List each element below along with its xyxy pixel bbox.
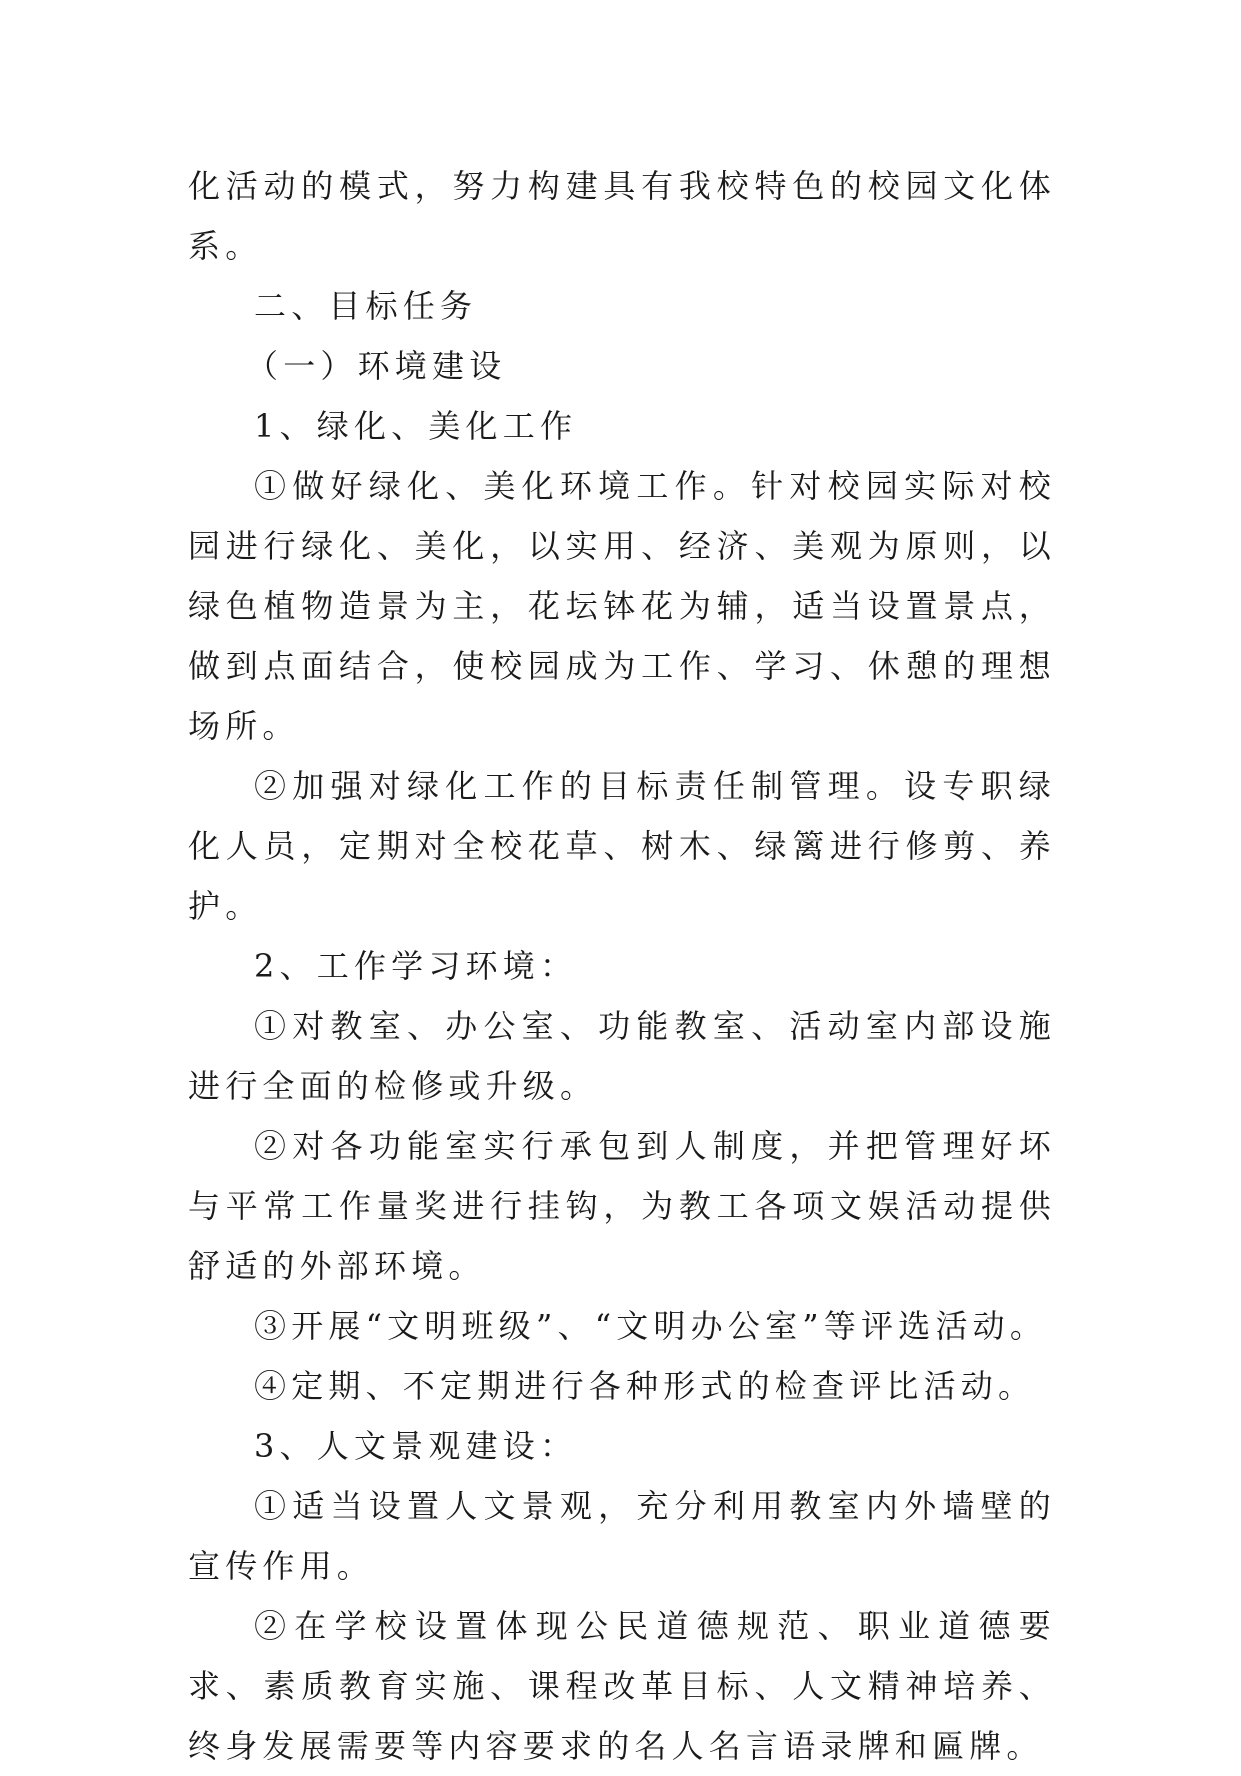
paragraph-room-contract: ②对各功能室实行承包到人制度，并把管理好坏与平常工作量奖进行挂钩，为教工各项文娱活动提供舒适的外部环境。 (188, 1127, 1056, 1285)
paragraph-greening-work: ①做好绿化、美化环境工作。针对校园实际对校园进行绿化、美化，以实用、经济、美观为原则，以绿色植物造景为主，花坛钵花为辅，适当设置景点，做到点面结合，使校园成为工作、学习、休憩的理想场所。 (188, 467, 1056, 745)
paragraph-continuation: 化活动的模式，努力构建具有我校特色的校园文化体系。 (188, 167, 1056, 265)
paragraph-greening-responsibility: ②加强对绿化工作的目标责任制管理。设专职绿化人员，定期对全校花草、树木、绿篱进行修剪、养护。 (188, 767, 1056, 925)
heading-work-study-environment: 2、工作学习环境： (254, 947, 578, 985)
paragraph-civilized-selection: ③开展“文明班级”、“文明办公室”等评选活动。 (254, 1307, 1048, 1345)
heading-environment-construction: （一）环境建设 (246, 347, 507, 385)
heading-target-tasks: 二、目标任务 (254, 287, 478, 325)
heading-greening-beautification: 1、绿化、美化工作 (254, 407, 578, 445)
paragraph-cultural-landscape: ①适当设置人文景观，充分利用教室内外墙壁的宣传作用。 (188, 1487, 1056, 1585)
heading-cultural-landscape: 3、人文景观建设： (254, 1427, 578, 1465)
document-body (188, 156, 1056, 1776)
paragraph-facility-upgrade: ①对教室、办公室、功能教室、活动室内部设施进行全面的检修或升级。 (188, 1007, 1056, 1105)
paragraph-motto-plaques: ②在学校设置体现公民道德规范、职业道德要求、素质教育实施、课程改革目标、人文精神培养、终身发展需要等内容要求的名人名言语录牌和匾牌。 (188, 1607, 1056, 1765)
paragraph-inspection: ④定期、不定期进行各种形式的检查评比活动。 (254, 1367, 1036, 1405)
